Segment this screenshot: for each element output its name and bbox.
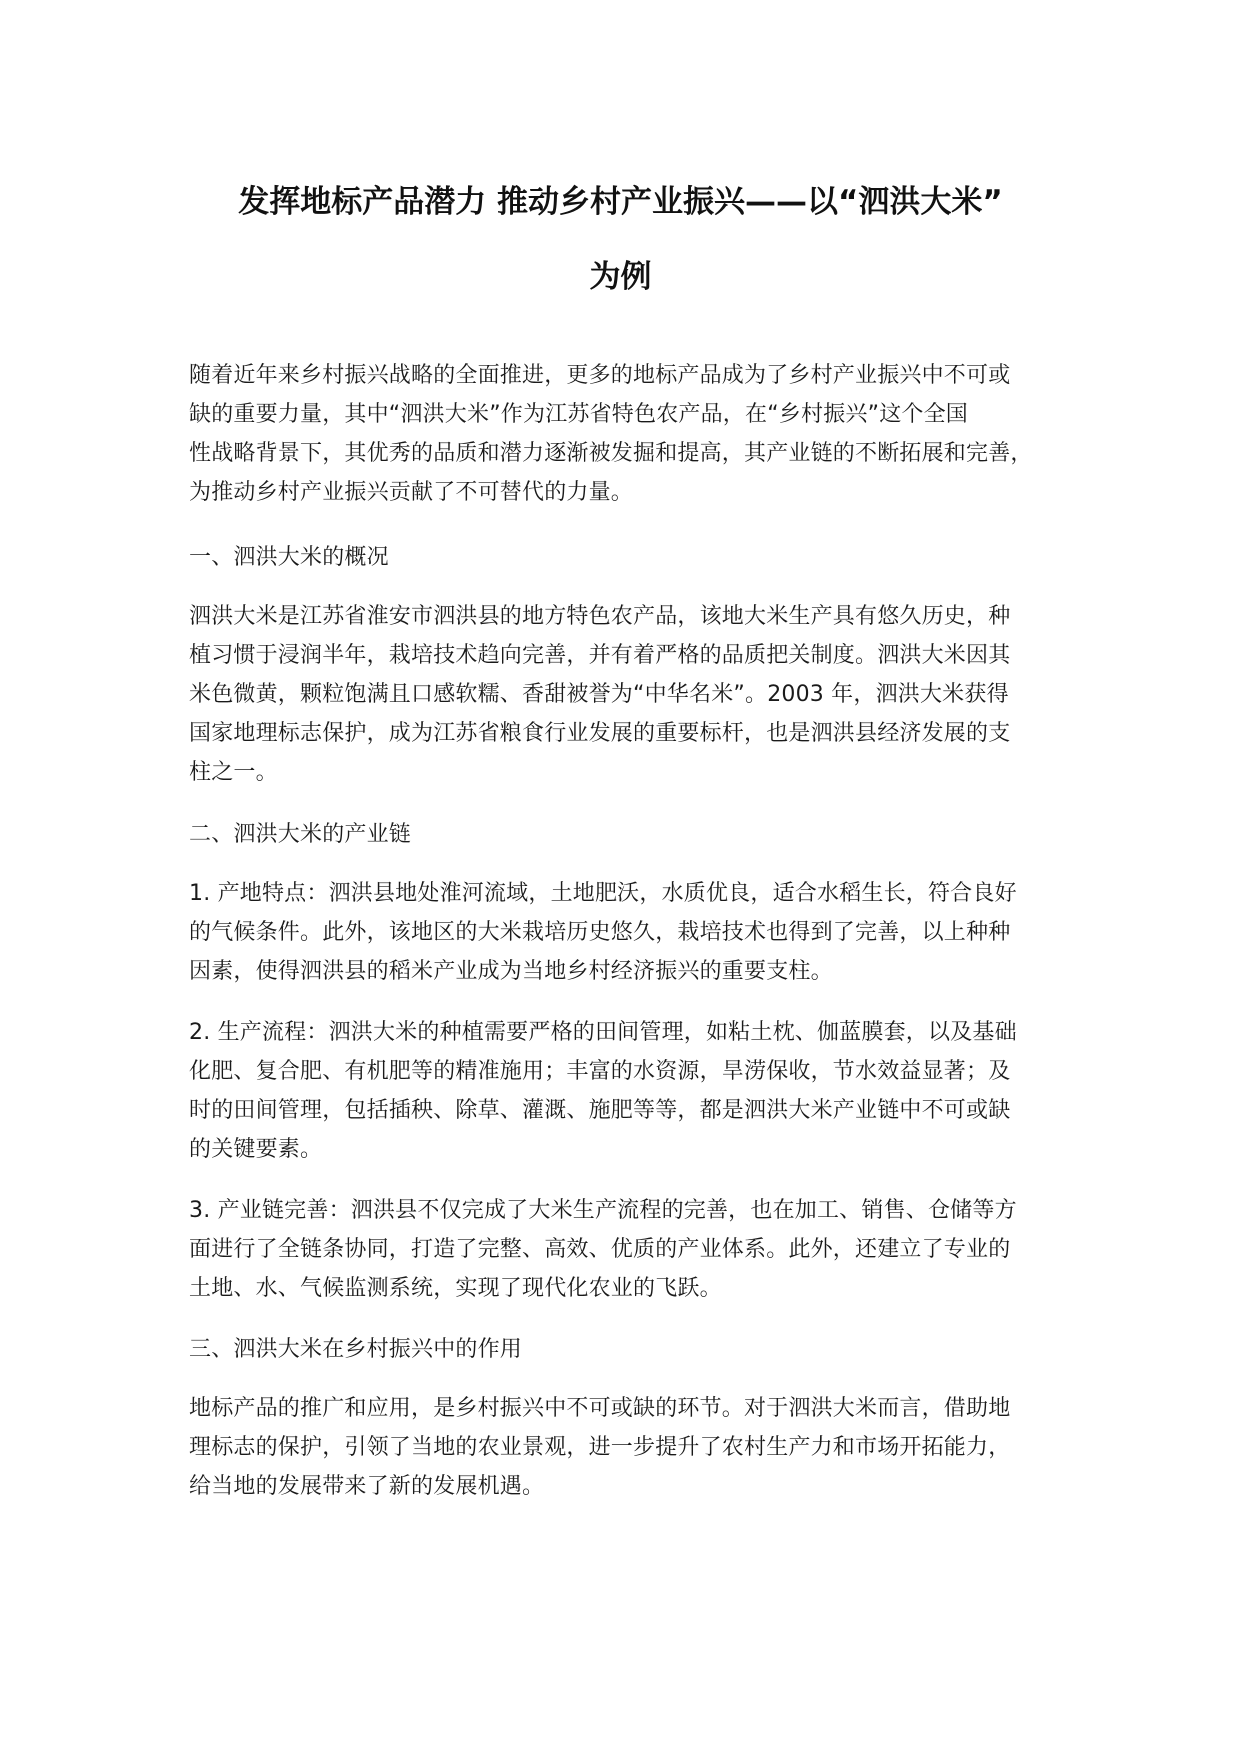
paragraph-line: 缺的重要力量，其中“泗洪大米”作为江苏省特色农产品，在“乡村振兴”这个全国 <box>189 402 968 427</box>
paragraph-line: 2. 生产流程：泗洪大米的种植需要严格的田间管理，如粘土枕、伽蓝膜套，以及基础 <box>189 1020 1017 1045</box>
paragraph-line: 时的田间管理，包括插秧、除草、灌溉、施肥等等，都是泗洪大米产业链中不可或缺 <box>189 1098 1011 1123</box>
paragraph-line: 3. 产业链完善：泗洪县不仅完成了大米生产流程的完善，也在加工、销售、仓储等方 <box>189 1198 1017 1223</box>
heading-line: 二、泗洪大米的产业链 <box>189 822 412 847</box>
paragraph-line: 随着近年来乡村振兴战略的全面推进，更多的地标产品成为了乡村产业振兴中不可或 <box>189 363 1011 388</box>
paragraph-line: 柱之一。 <box>189 760 278 785</box>
paragraph-line: 性战略背景下，其优秀的品质和潜力逐渐被发掘和提高，其产业链的不断拓展和完善， <box>189 441 1033 466</box>
paragraph-line: 地标产品的推广和应用，是乡村振兴中不可或缺的环节。对于泗洪大米而言，借助地 <box>189 1396 1011 1421</box>
overview-paragraph <box>189 597 1089 792</box>
industry-item-origin <box>189 874 1089 991</box>
paragraph-line: 泗洪大米是江苏省淮安市泗洪县的地方特色农产品，该地大米生产具有悠久历史，种 <box>189 604 1011 629</box>
heading-line: 一、泗洪大米的概况 <box>189 545 389 570</box>
intro-paragraph <box>189 356 1089 512</box>
paragraph-line: 给当地的发展带来了新的发展机遇。 <box>189 1474 545 1499</box>
paragraph-line: 因素，使得泗洪县的稻米产业成为当地乡村经济振兴的重要支柱。 <box>189 959 833 984</box>
paragraph-line: 国家地理标志保护，成为江苏省粮食行业发展的重要标杆，也是泗洪县经济发展的支 <box>189 721 1011 746</box>
heading-line: 三、泗洪大米在乡村振兴中的作用 <box>189 1337 523 1362</box>
industry-item-production <box>189 1013 1089 1169</box>
document-title-line-2: 为例 <box>589 259 652 295</box>
paragraph-line: 化肥、复合肥、有机肥等的精准施用；丰富的水资源，旱涝保收，节水效益显著；及 <box>189 1059 1011 1084</box>
industry-item-chain-improvement <box>189 1191 1089 1308</box>
paragraph-line: 的气候条件。此外，该地区的大米栽培历史悠久，栽培技术也得到了完善，以上种种 <box>189 920 1011 945</box>
paragraph-line: 植习惯于浸润半年，栽培技术趋向完善，并有着严格的品质把关制度。泗洪大米因其 <box>189 643 1011 668</box>
paragraph-line: 理标志的保护，引领了当地的农业景观，进一步提升了农村生产力和市场开拓能力， <box>189 1435 1011 1460</box>
paragraph-line: 面进行了全链条协同，打造了完整、高效、优质的产业体系。此外，还建立了专业的 <box>189 1237 1011 1262</box>
paragraph-line: 的关键要素。 <box>189 1137 323 1162</box>
section-heading-industry-chain <box>189 815 1089 854</box>
section-heading-overview <box>189 538 1089 577</box>
paragraph-line: 米色微黄，颗粒饱满且口感软糯、香甜被誉为“中华名米”。2003 年，泗洪大米获得 <box>189 682 1009 707</box>
document-title-line-1: 发挥地标产品潜力 推动乡村产业振兴——以“泗洪大米” <box>238 184 1003 220</box>
role-paragraph <box>189 1389 1089 1506</box>
section-heading-role <box>189 1330 1089 1369</box>
paragraph-line: 1. 产地特点：泗洪县地处淮河流域，土地肥沃，水质优良，适合水稻生长，符合良好 <box>189 881 1017 906</box>
paragraph-line: 土地、水、气候监测系统，实现了现代化农业的飞跃。 <box>189 1276 722 1301</box>
paragraph-line: 为推动乡村产业振兴贡献了不可替代的力量。 <box>189 480 634 505</box>
